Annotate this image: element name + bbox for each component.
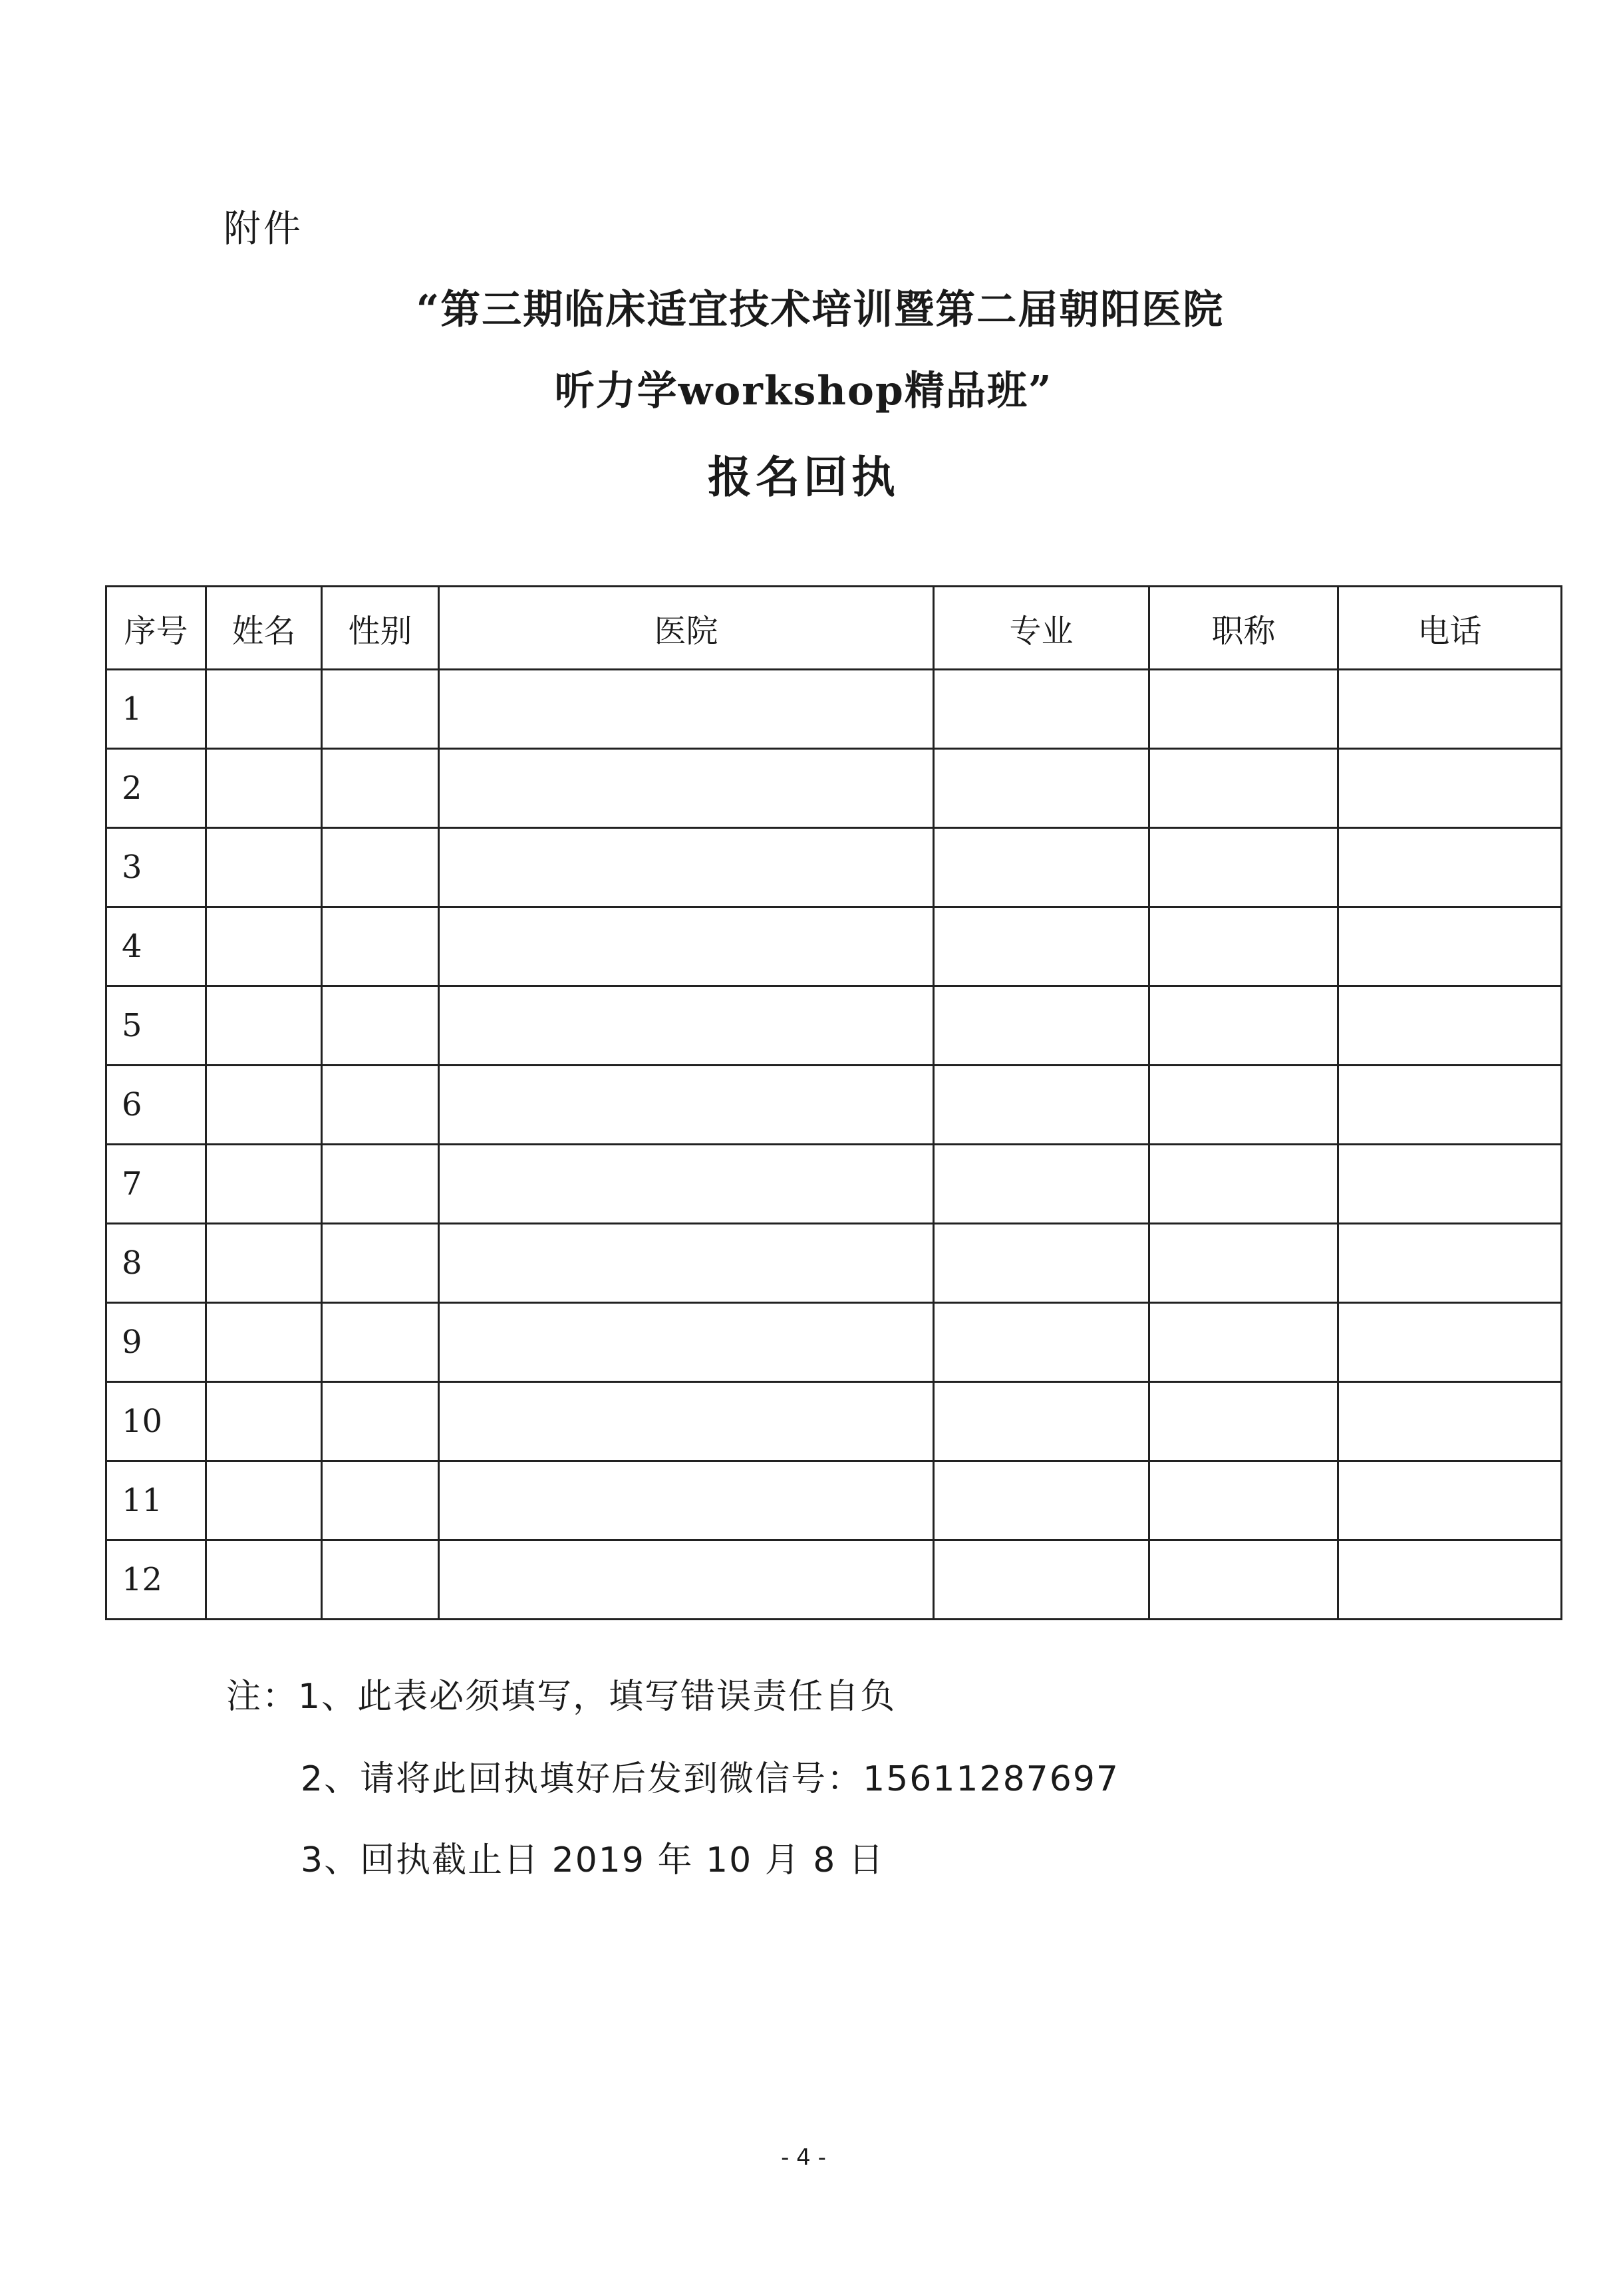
cell-gender[interactable] [322,1145,439,1224]
cell-name[interactable] [206,749,322,828]
cell-number: 8 [106,1224,206,1303]
table-row [106,828,1562,907]
cell-gender[interactable] [322,907,439,986]
cell-name[interactable] [206,1461,322,1540]
cell-hospital[interactable] [439,907,934,986]
table-row [106,907,1562,986]
cell-name[interactable] [206,1303,322,1382]
cell-title[interactable] [1149,1382,1338,1461]
cell-specialty[interactable] [934,1224,1149,1303]
table-row [106,1382,1562,1461]
cell-gender[interactable] [322,1303,439,1382]
cell-gender[interactable] [322,828,439,907]
cell-name[interactable] [206,1145,322,1224]
cell-hospital[interactable] [439,670,934,749]
cell-hospital[interactable] [439,1540,934,1620]
table-header-row [106,587,1562,670]
cell-specialty[interactable] [934,1145,1149,1224]
cell-phone[interactable] [1338,1066,1562,1145]
cell-phone[interactable] [1338,670,1562,749]
table-row [106,1461,1562,1540]
cell-hospital[interactable] [439,1224,934,1303]
cell-number: 6 [106,1066,206,1145]
cell-phone[interactable] [1338,986,1562,1066]
cell-name[interactable] [206,670,322,749]
cell-specialty[interactable] [934,1303,1149,1382]
cell-specialty[interactable] [934,670,1149,749]
cell-specialty[interactable] [934,1066,1149,1145]
cell-title[interactable] [1149,749,1338,828]
cell-title[interactable] [1149,907,1338,986]
cell-number: 7 [106,1145,206,1224]
cell-hospital[interactable] [439,828,934,907]
cell-hospital[interactable] [439,986,934,1066]
cell-name[interactable] [206,1540,322,1620]
table-row [106,1540,1562,1620]
cell-specialty[interactable] [934,828,1149,907]
cell-title[interactable] [1149,670,1338,749]
cell-phone[interactable] [1338,828,1562,907]
cell-title[interactable] [1149,828,1338,907]
registration-table [105,585,1562,1620]
cell-hospital[interactable] [439,749,934,828]
cell-hospital[interactable] [439,1461,934,1540]
cell-gender[interactable] [322,1382,439,1461]
cell-name[interactable] [206,1382,322,1461]
cell-name[interactable] [206,1224,322,1303]
cell-phone[interactable] [1338,1461,1562,1540]
cell-phone[interactable] [1338,1382,1562,1461]
cell-number: 11 [106,1461,206,1540]
table-row [106,1224,1562,1303]
cell-gender[interactable] [322,986,439,1066]
cell-name[interactable] [206,907,322,986]
column-header-gender: 性别 [322,587,439,670]
cell-gender[interactable] [322,1224,439,1303]
cell-specialty[interactable] [934,1540,1149,1620]
cell-number: 12 [106,1540,206,1620]
page-number: - 4 - [781,2144,826,2171]
cell-gender[interactable] [322,1461,439,1540]
document-title-line-1: “第三期临床适宜技术培训暨第二届朝阳医院 [416,287,1225,333]
cell-specialty[interactable] [934,1382,1149,1461]
cell-name[interactable] [206,1066,322,1145]
cell-name[interactable] [206,828,322,907]
column-header-name: 姓名 [206,587,322,670]
cell-name[interactable] [206,986,322,1066]
cell-phone[interactable] [1338,1145,1562,1224]
cell-specialty[interactable] [934,907,1149,986]
column-header-specialty: 专业 [934,587,1149,670]
cell-phone[interactable] [1338,1540,1562,1620]
table-body [106,670,1562,1620]
cell-number: 5 [106,986,206,1066]
column-header-title: 职称 [1149,587,1338,670]
cell-specialty[interactable] [934,986,1149,1066]
cell-number: 9 [106,1303,206,1382]
cell-specialty[interactable] [934,1461,1149,1540]
table-row [106,1066,1562,1145]
note-2: 2、请将此回执填好后发到微信号：15611287697 [301,1759,1120,1799]
column-header-number: 序号 [106,587,206,670]
cell-number: 2 [106,749,206,828]
cell-title[interactable] [1149,986,1338,1066]
cell-number: 10 [106,1382,206,1461]
cell-phone[interactable] [1338,1224,1562,1303]
cell-title[interactable] [1149,1461,1338,1540]
table-row [106,1303,1562,1382]
cell-phone[interactable] [1338,749,1562,828]
cell-hospital[interactable] [439,1382,934,1461]
attachment-label: 附件 [223,208,303,251]
column-header-hospital: 医院 [439,587,934,670]
note-3: 3、回执截止日 2019 年 10 月 8 日 [301,1840,885,1880]
cell-hospital[interactable] [439,1303,934,1382]
cell-title[interactable] [1149,1303,1338,1382]
column-header-phone: 电话 [1338,587,1562,670]
cell-hospital[interactable] [439,1145,934,1224]
document-title-receipt: 报名回执 [708,451,899,503]
cell-hospital[interactable] [439,1066,934,1145]
cell-number: 3 [106,828,206,907]
cell-phone[interactable] [1338,1303,1562,1382]
table-row [106,670,1562,749]
cell-phone[interactable] [1338,907,1562,986]
cell-number: 1 [106,670,206,749]
cell-title[interactable] [1149,1145,1338,1224]
note-1: 注：1、此表必须填写，填写错误责任自负 [226,1677,897,1717]
cell-gender[interactable] [322,1540,439,1620]
cell-number: 4 [106,907,206,986]
table-row [106,986,1562,1066]
cell-gender[interactable] [322,749,439,828]
table-row [106,749,1562,828]
table-row [106,1145,1562,1224]
cell-title[interactable] [1149,1224,1338,1303]
cell-gender[interactable] [322,1066,439,1145]
document-title-line-2: 听力学workshop精品班” [554,368,1053,414]
cell-title[interactable] [1149,1066,1338,1145]
cell-title[interactable] [1149,1540,1338,1620]
cell-gender[interactable] [322,670,439,749]
cell-specialty[interactable] [934,749,1149,828]
